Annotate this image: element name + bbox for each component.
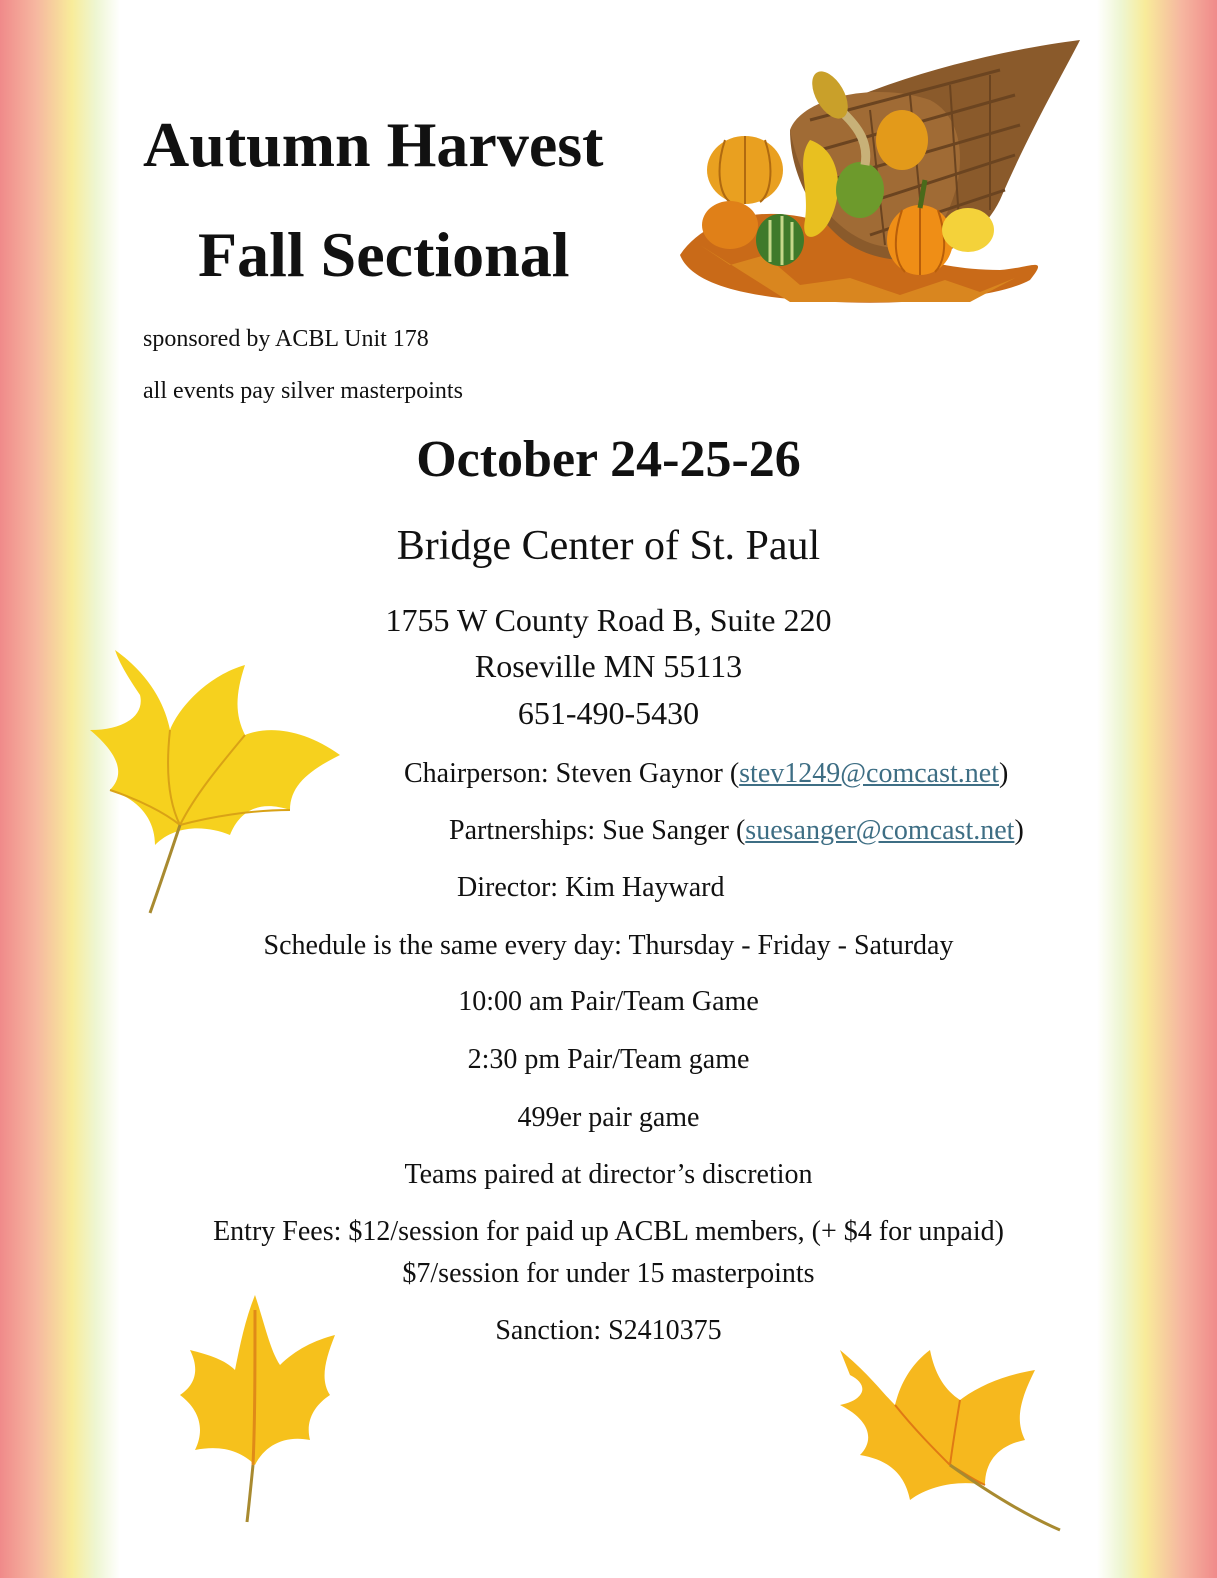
venue-name: Bridge Center of St. Paul [396,523,821,569]
entry-fees-line2: $7/session for under 15 masterpoints [402,1258,815,1289]
schedule-intro: Schedule is the same every day: Thursday - Friday - Saturday [263,930,954,961]
schedule-game-2: 2:30 pm Pair/Team game [467,1044,750,1075]
chairperson-email-link[interactable]: stev1249@comcast.net [739,758,999,789]
director-line: Director: Kim Hayward [457,872,725,903]
partnerships-email-link[interactable]: suesanger@comcast.net [745,815,1015,846]
partnerships-line [449,815,1024,847]
address-street: 1755 W County Road B, Suite 220 [385,602,832,638]
event-dates: October 24-25-26 [416,431,801,488]
entry-fees-line1: Entry Fees: $12/session for paid up ACBL members, (+ $4 for unpaid) [213,1216,1004,1247]
sanction-number: Sanction: S2410375 [495,1315,722,1346]
sponsor-text: sponsored by ACBL Unit 178 [143,326,429,352]
chairperson-close: ) [998,758,1009,789]
page-title-line2: Fall Sectional [198,219,570,290]
chairperson-label: Chairperson: Steven Gaynor ( [404,758,740,789]
page-title-line1: Autumn Harvest [143,109,604,180]
schedule-game-1: 10:00 am Pair/Team Game [458,986,759,1017]
address-phone: 651-490-5430 [517,695,700,731]
maple-leaf-icon [810,1330,1070,1535]
cornucopia-illustration [670,40,1100,315]
teams-note: Teams paired at director’s discretion [404,1159,813,1190]
masterpoints-text: all events pay silver masterpoints [143,378,463,404]
chairperson-line [404,758,1008,790]
partnerships-close: ) [1014,815,1024,846]
address-city: Roseville MN 55113 [474,648,743,684]
schedule-game-3: 499er pair game [517,1102,700,1133]
partnerships-label: Partnerships: Sue Sanger ( [449,815,746,846]
